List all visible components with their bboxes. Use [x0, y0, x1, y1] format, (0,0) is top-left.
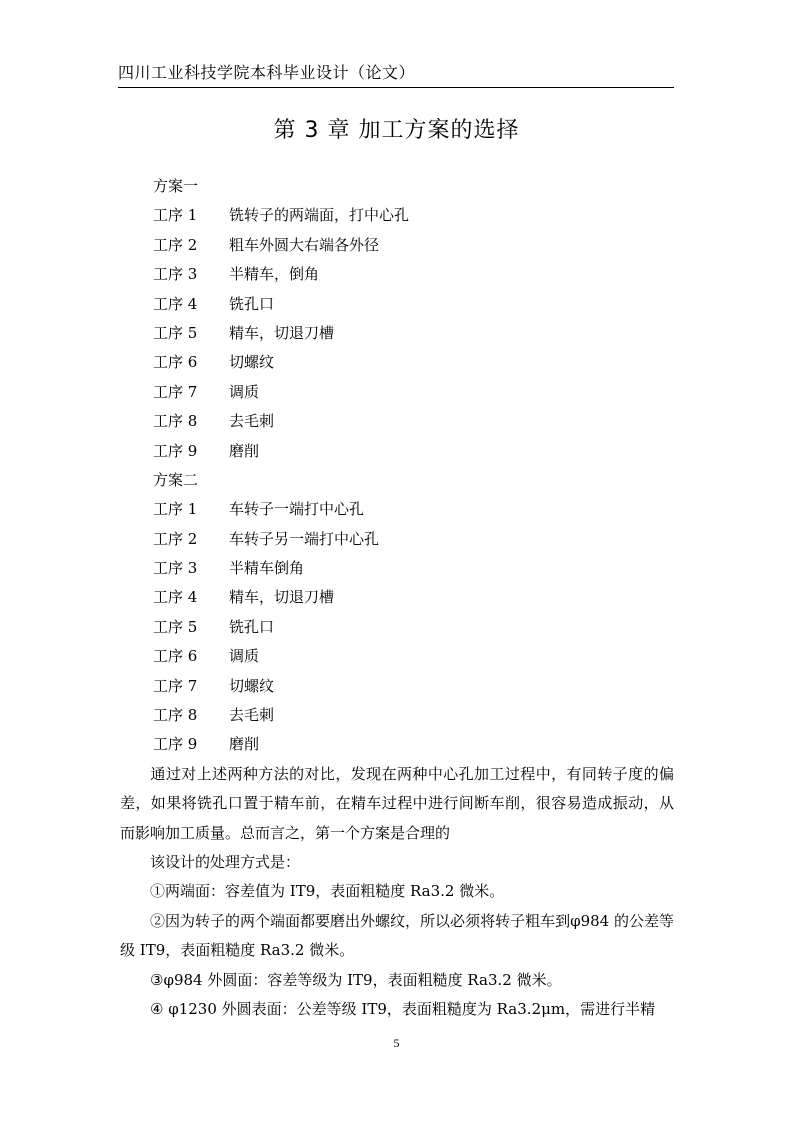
- step-text: 铣孔口: [229, 617, 275, 636]
- plan1-step: [153, 348, 673, 377]
- step-text: 铣孔口: [229, 294, 275, 313]
- step-text: 去毛刺: [229, 412, 275, 431]
- plan2-step: [153, 672, 673, 701]
- step-number: 工序 6: [153, 353, 198, 372]
- item2-text: ②因为转子的两个端面都要磨出外螺纹，所以必须将转子粗车到φ984 的公差等级 IT9，表面粗糙度 Ra3.2 微米。: [120, 912, 674, 960]
- step-number: 工序 3: [153, 265, 198, 284]
- item3-paragraph: [120, 966, 674, 995]
- comparison-paragraph: [120, 760, 674, 848]
- plan1-step: [153, 407, 673, 436]
- step-number: 工序 5: [153, 617, 198, 636]
- item3-text: ③φ984 外圆面：容差等级为 IT9，表面粗糙度 Ra3.2 微米。: [150, 971, 562, 989]
- item1-paragraph: [120, 877, 674, 906]
- step-text: 半精车，倒角: [229, 265, 320, 284]
- plan2-step: [153, 525, 673, 554]
- step-text: 磨削: [229, 441, 260, 460]
- plan2-step: [153, 701, 673, 730]
- step-number: 工序 2: [153, 235, 198, 254]
- step-number: 工序 8: [153, 412, 198, 431]
- step-number: 工序 6: [153, 647, 198, 666]
- plan1-step: [153, 231, 673, 260]
- step-number: 工序 1: [153, 500, 198, 519]
- step-text: 粗车外圆大右端各外径: [229, 235, 380, 254]
- process-plan-list: [153, 172, 673, 760]
- plan1-step: [153, 319, 673, 348]
- item1-text: ①两端面：容差值为 IT9，表面粗糙度 Ra3.2 微米。: [150, 882, 505, 900]
- item4-text: ④ φ1230 外圆表面：公差等级 IT9，表面粗糙度为 Ra3.2μm，需进行半精: [150, 1000, 656, 1018]
- step-number: 工序 1: [153, 206, 198, 225]
- step-number: 工序 4: [153, 588, 198, 607]
- step-text: 精车，切退刀槽: [229, 588, 335, 607]
- item4-paragraph: [120, 995, 674, 1024]
- plan2-step: [153, 642, 673, 671]
- step-number: 工序 5: [153, 323, 198, 342]
- step-number: 工序 9: [153, 441, 198, 460]
- comparison-text: 通过对上述两种方法的对比，发现在两种中心孔加工过程中，有同转子度的偏差，如果将铣孔口置于精车前，在精车过程中进行间断车削，很容易造成振动，从而影响加工质量。总而言之，第一个方案是合理的: [120, 765, 674, 842]
- method-intro-paragraph: [120, 848, 674, 877]
- step-number: 工序 2: [153, 529, 198, 548]
- step-text: 精车，切退刀槽: [229, 323, 335, 342]
- plan1-step: [153, 290, 673, 319]
- plan2-heading: 方案二: [153, 470, 199, 489]
- step-text: 切螺纹: [229, 353, 275, 372]
- plan2-step: [153, 730, 673, 759]
- header-rule: [118, 87, 674, 88]
- plan1-step: [153, 378, 673, 407]
- step-text: 调质: [229, 382, 260, 401]
- step-text: 车转子另一端打中心孔: [229, 529, 380, 548]
- step-text: 车转子一端打中心孔: [229, 500, 365, 519]
- plan1-step: [153, 201, 673, 230]
- step-number: 工序 7: [153, 382, 198, 401]
- plan2-step: [153, 554, 673, 583]
- plan2-step: [153, 613, 673, 642]
- step-number: 工序 9: [153, 735, 198, 754]
- item2-paragraph: [120, 907, 674, 966]
- step-text: 半精车倒角: [229, 559, 305, 578]
- plan1-step: [153, 260, 673, 289]
- step-number: 工序 4: [153, 294, 198, 313]
- method-intro-text: 该设计的处理方式是：: [150, 853, 301, 871]
- step-number: 工序 8: [153, 706, 198, 725]
- plan1-step: [153, 437, 673, 466]
- step-text: 切螺纹: [229, 676, 275, 695]
- page-number: 5: [393, 1036, 400, 1050]
- running-header: 四川工业科技学院本科毕业设计（论文）: [118, 63, 416, 82]
- plan1-heading: 方案一: [153, 177, 199, 195]
- step-text: 调质: [229, 647, 260, 666]
- step-number: 工序 3: [153, 559, 198, 578]
- step-text: 磨削: [229, 735, 260, 754]
- chapter-title: 第 3 章 加工方案的选择: [273, 118, 520, 143]
- plan2-step: [153, 583, 673, 612]
- step-number: 工序 7: [153, 676, 198, 695]
- plan2-step: [153, 495, 673, 524]
- step-text: 去毛刺: [229, 706, 275, 725]
- step-text: 铣转子的两端面，打中心孔: [229, 206, 410, 225]
